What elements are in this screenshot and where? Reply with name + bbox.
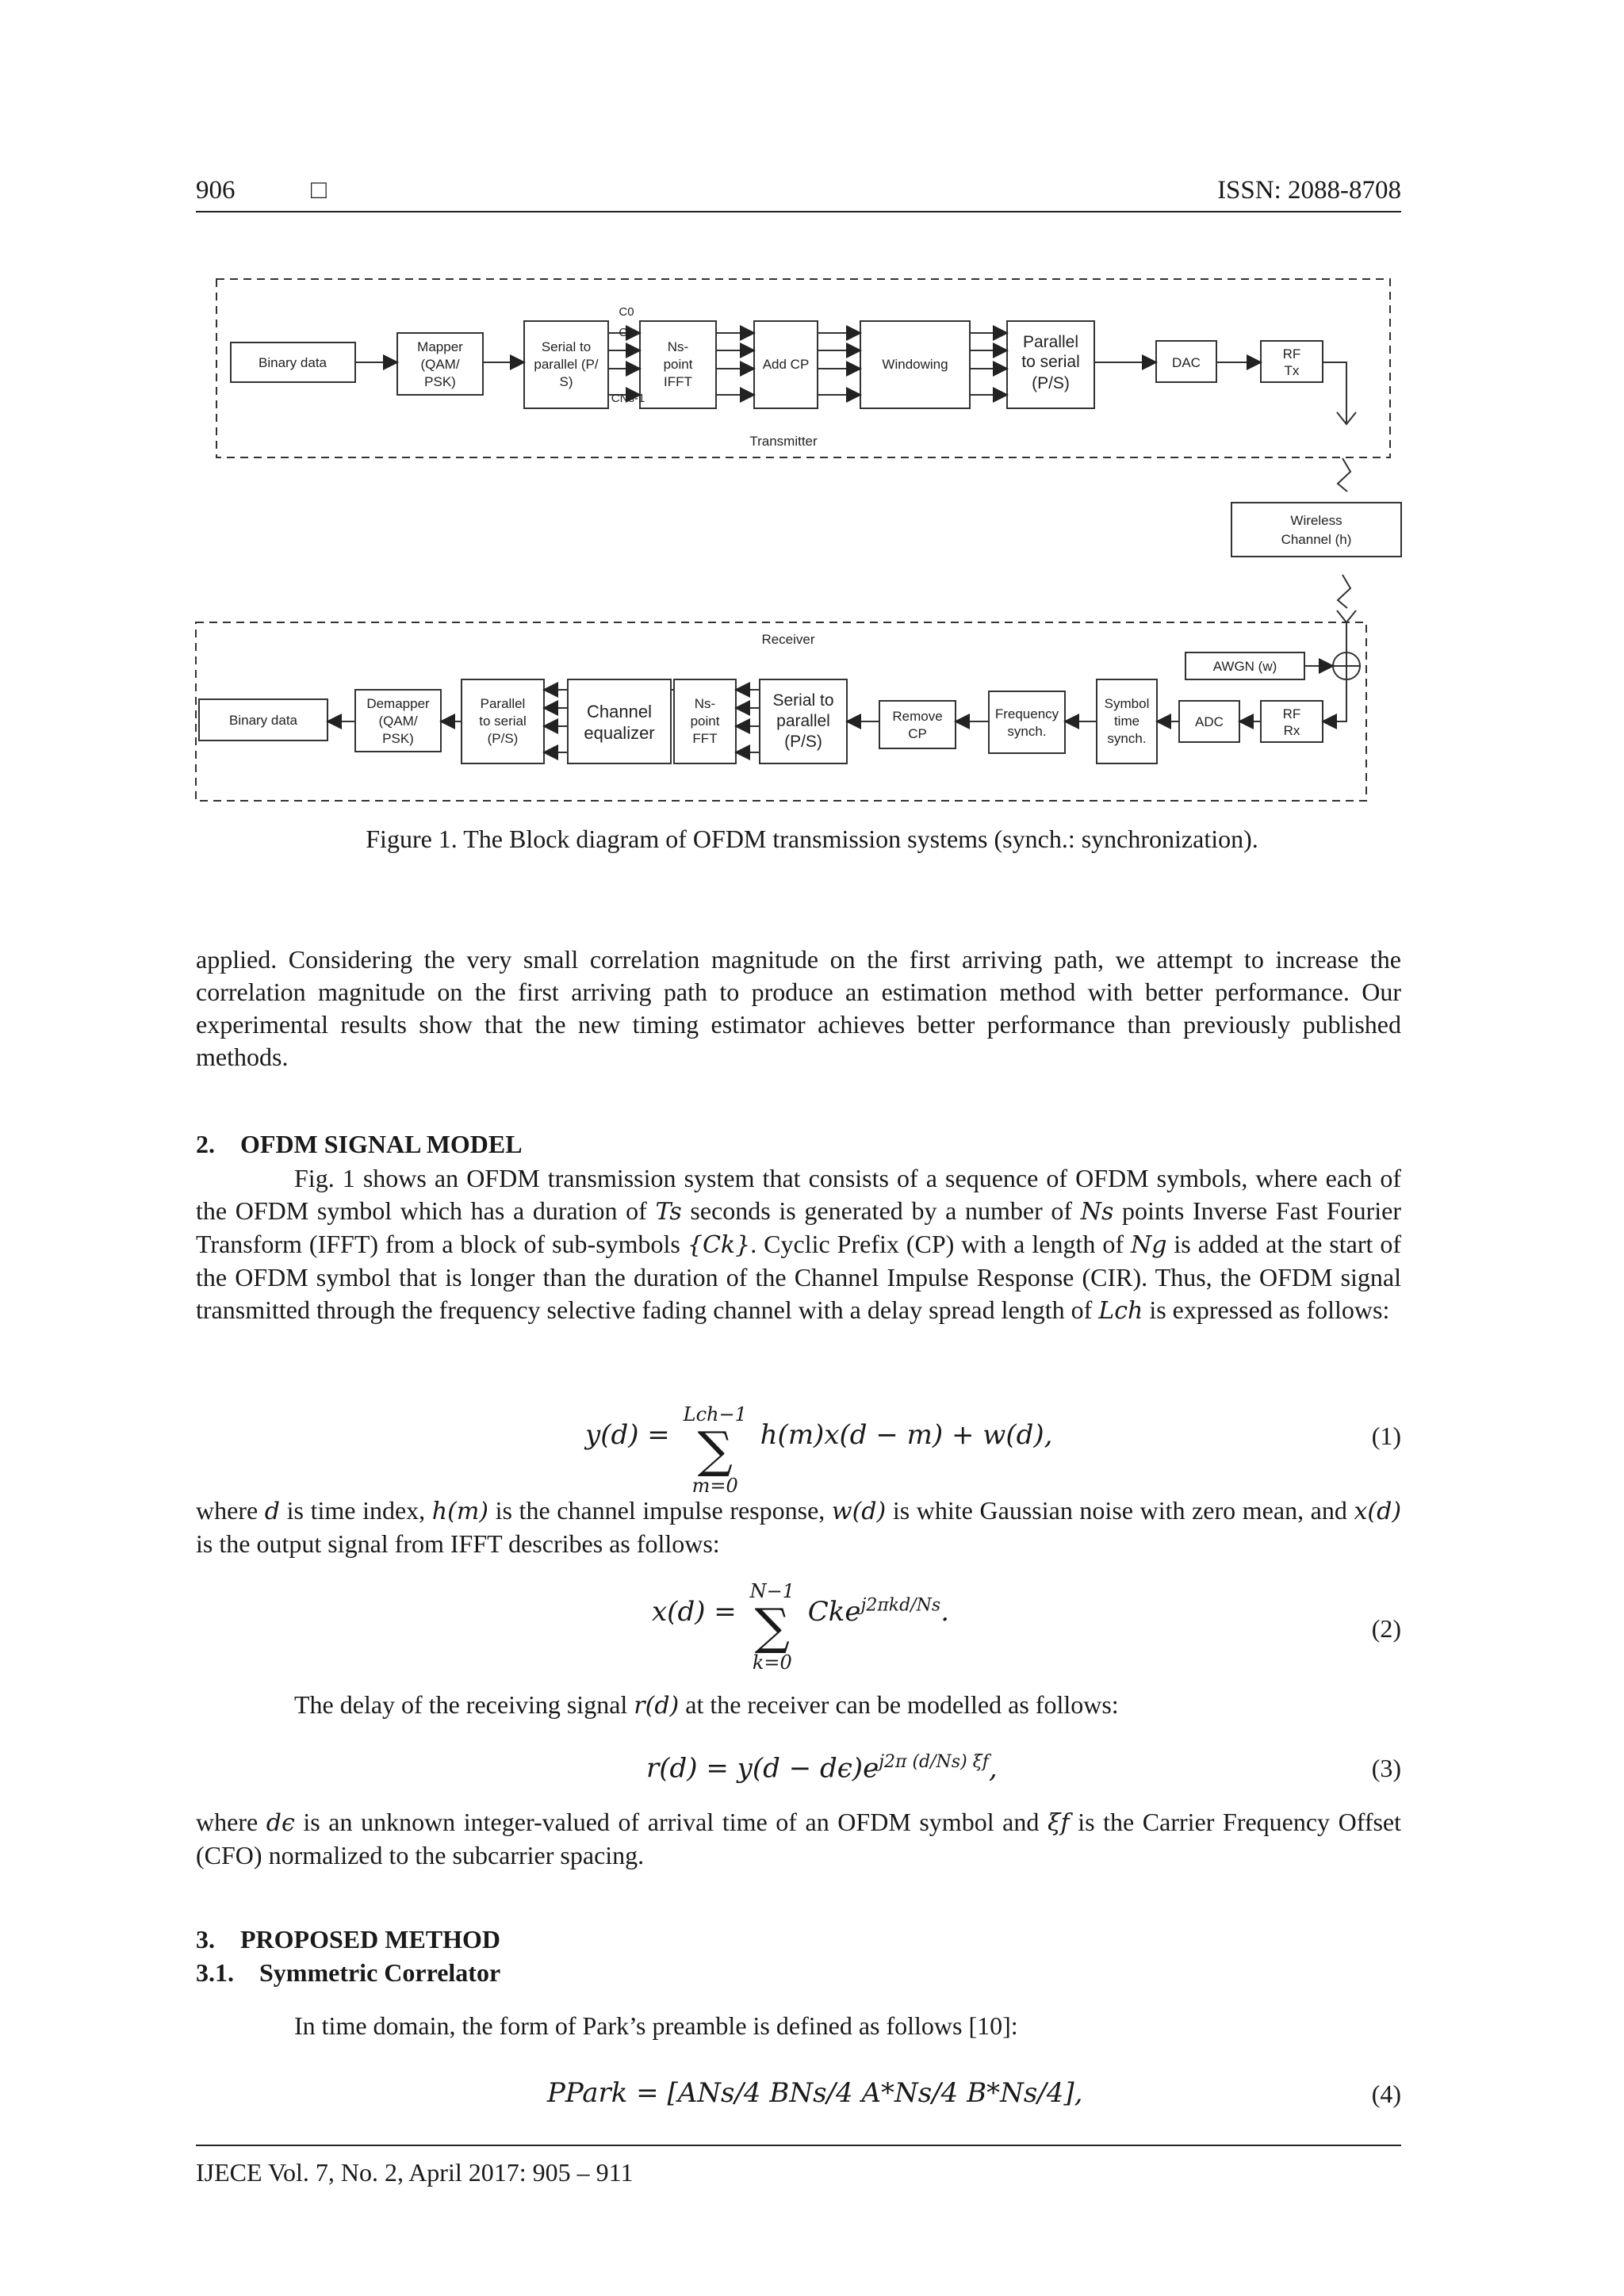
mapper-label-1: Mapper xyxy=(417,339,463,354)
figure-caption: Figure 1. The Block diagram of OFDM transmission systems (synch.: synchronization). xyxy=(366,825,1258,853)
equation-2-number: (2) xyxy=(1371,1614,1401,1643)
demapper-label-2: (QAM/ xyxy=(378,714,418,729)
symbol-synch-label-1: Symbol xyxy=(1104,696,1150,711)
equation-2: x(d) = N−1 ∑ k=0 Cke$^{j2\pi kd/Ns}$. xyxy=(652,1580,949,1674)
mapper-label-3: PSK) xyxy=(424,374,456,389)
rf-rx-label-2: Rx xyxy=(1283,723,1300,738)
section-2-paragraph: Fig. 1 shows an OFDM transmission system that consists of a sequence of OFDM symbols, where each of the OFDM symbol which has a duration of Ts seconds is generated by a number of Ns points Inverse Fast Fourier Transform (IFFT) from a block of sub-symbols {Ck}. Cyclic Prefix (CP) with a length of Ng is added at the start of the OFDM symbol that is longer than the duration of the Channel Impulse Response (CIR). Thus, the OFDM signal transmitted through the frequency selective fading channel with a delay spread length of Lch is expressed as follows: xyxy=(196,1164,1402,1325)
freq-synch-block xyxy=(989,691,1065,753)
channel-label-1: Wireless xyxy=(1290,513,1342,528)
channel-label-2: Channel (h) xyxy=(1281,532,1352,547)
ifft-label-2: point xyxy=(663,357,693,372)
fft-label-2: point xyxy=(690,714,720,729)
rf-tx-label-1: RF xyxy=(1282,346,1301,362)
symbol-synch-label-2: time xyxy=(1113,714,1140,729)
equalizer-block xyxy=(568,679,671,763)
awgn-label: AWGN (w) xyxy=(1212,659,1277,674)
section-3-1-paragraph: In time domain, the form of Park’s preamble is defined as follows [10]: xyxy=(294,2011,1018,2040)
tx-binary-data-label: Binary data xyxy=(259,355,327,370)
footer-rule xyxy=(196,2145,1401,2146)
equalizer-label-2: equalizer xyxy=(584,723,655,743)
tx-sp-label-3: S) xyxy=(559,374,573,389)
freq-synch-label-2: synch. xyxy=(1007,724,1047,739)
dac-label: DAC xyxy=(1172,355,1201,370)
section-3-title: 3. PROPOSED METHOD xyxy=(196,1925,501,1954)
demapper-label-1: Demapper xyxy=(366,696,430,711)
c0-label: C0 xyxy=(619,305,634,319)
equation-3-number: (3) xyxy=(1371,1754,1401,1782)
freq-synch-label-1: Frequency xyxy=(994,706,1059,721)
receiver-label: Receiver xyxy=(761,632,815,647)
remove-cp-label-2: CP xyxy=(908,726,927,741)
adc-label: ADC xyxy=(1195,714,1224,729)
rx-binary-data-label: Binary data xyxy=(229,713,297,728)
after-eq1-paragraph: where d is time index, h(m) is the channel impulse response, w(d) is white Gaussian noise with zero mean, and x(d) is the output signal from IFFT describes as follows: xyxy=(196,1496,1402,1558)
rx-sp-label-2: parallel xyxy=(776,712,830,730)
rx-sp-label-1: Serial to xyxy=(772,691,834,710)
cns-label: CNs-1 xyxy=(611,392,645,405)
tx-ps-label-1: Parallel xyxy=(1022,333,1079,351)
equation-4: PPark = [ANs/4 BNs/4 A*Ns/4 B*Ns/4], xyxy=(547,2077,1083,2109)
mapper-label-2: (QAM/ xyxy=(420,357,460,372)
fft-label-3: FFT xyxy=(692,731,718,746)
header-rule xyxy=(196,211,1401,212)
equation-3: $r(d) = y(d - d\epsilon)e^{j2\pi (d/Ns) \xi f}$, xyxy=(646,1752,998,1785)
page-number: 906 xyxy=(196,176,236,205)
c1-label: C1 xyxy=(619,326,634,339)
delay-paragraph: The delay of the receiving signal r(d) at the receiver can be modelled as follows: xyxy=(294,1690,1119,1720)
windowing-label: Windowing xyxy=(882,357,948,372)
section-2-title: 2. OFDM SIGNAL MODEL xyxy=(196,1130,523,1158)
fft-label-1: Ns- xyxy=(694,696,716,711)
transmitter-label: Transmitter xyxy=(749,434,818,449)
tx-sp-label-1: Serial to xyxy=(541,339,592,354)
equation-4-number: (4) xyxy=(1371,2080,1401,2108)
issn: ISSN: 2088-8708 xyxy=(1217,176,1401,205)
after-eq3-paragraph: where dϵ is an unknown integer-valued of arrival time of an OFDM symbol and ξf is the Carrier Frequency Offset (CFO) normalized to the subcarrier spacing. xyxy=(196,1808,1402,1869)
ifft-label-1: Ns- xyxy=(667,339,689,354)
add-cp-label: Add CP xyxy=(762,357,810,372)
rx-ps-label-1: Parallel xyxy=(480,696,526,711)
equation-1: y(d) = Lch−1 ∑ m=0 h(m)x(d − m) + w(d), xyxy=(585,1403,1053,1497)
remove-cp-label-1: Remove xyxy=(892,709,943,724)
remove-cp-block xyxy=(879,701,956,748)
rf-tx-label-2: Tx xyxy=(1284,363,1300,378)
ofdm-block-diagram xyxy=(190,270,1411,809)
demapper-label-3: PSK) xyxy=(382,731,414,746)
rx-antenna-signal xyxy=(1338,575,1350,608)
rf-rx-label-1: RF xyxy=(1282,706,1301,721)
wireless-channel-block xyxy=(1231,503,1401,557)
equation-1-number: (1) xyxy=(1371,1422,1401,1450)
ifft-label-3: IFFT xyxy=(664,374,692,389)
intro-paragraph: applied. Considering the very small correlation magnitude on the first arriving path, we attempt to increase the correlation magnitude on the first arriving path to produce an estimation method with better performance. Our experimental results show that the new timing estimator achieves better performance than previously published methods. xyxy=(196,945,1401,1071)
rx-sp-label-3: (P/S) xyxy=(784,733,822,751)
box-icon: □ xyxy=(311,176,327,205)
equalizer-label-1: Channel xyxy=(587,702,652,721)
tx-ps-label-3: (P/S) xyxy=(1032,374,1070,392)
tx-sp-label-2: parallel (P/ xyxy=(534,357,599,372)
footer-journal: IJECE Vol. 7, No. 2, April 2017: 905 – 911 xyxy=(196,2158,634,2187)
rx-parallel-lines xyxy=(544,690,760,752)
section-3-1-title: 3.1. Symmetric Correlator xyxy=(196,1958,501,1987)
rx-ps-label-2: to serial xyxy=(479,714,527,729)
symbol-synch-label-3: synch. xyxy=(1107,731,1147,746)
rx-ps-label-3: (P/S) xyxy=(487,731,519,746)
tx-antenna-signal xyxy=(1338,458,1350,492)
tx-ps-label-2: to serial xyxy=(1021,353,1080,371)
